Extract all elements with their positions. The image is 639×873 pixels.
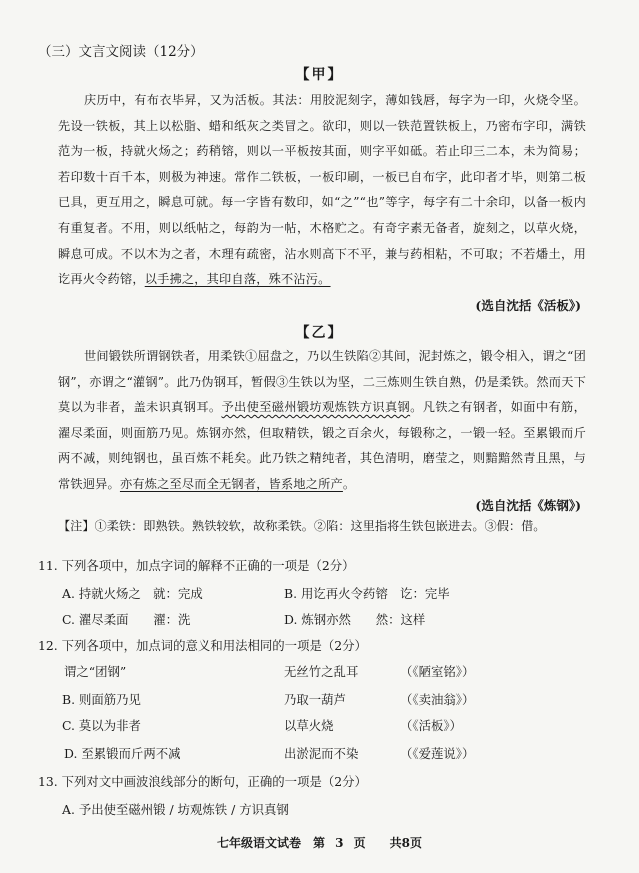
passage-jia-body: 庆历中，有布衣毕昇，又为活板。其法：用胶泥刻字，薄如钱唇，每字为一印，火烧令坚。先设一铁板，其上以松脂、蜡和纸灰之类冒之。欲印，则以一铁范置铁板上，乃密布字印，满铁范为一板，持就火炀之；药稍镕，则以一平板按其面，则字平如砥。若止印三二本，未为简易；若印数十百千本，则极为神速。常作二铁板，一板印刷，一板已自布字，此印者才毕，则第二板已具，更互用之，瞬息可就。每一字皆有数印，如“之”“也”等字，每字有二十余印，以备一板内有重复者。不用，则以纸帖之，每韵为一帖，木格贮之。有奇字素无备者，旋刻之，以草火烧，瞬息可成。不以木为之者，木理有疏密，沾水则高下不平，兼与药相粘，不可取；不若燔土，用讫再火令药镕， bbox=[58, 93, 586, 287]
page-footer: 七年级语文试卷 第 3 页 共8页 bbox=[216, 836, 423, 850]
passage-jia-heading: 【甲】 bbox=[295, 67, 344, 83]
question-12-row-d-left: D. 至累锻而斤两不减 bbox=[64, 746, 181, 761]
question-11-option-c: C. 濯尽柔面 濯：洗 bbox=[62, 612, 191, 627]
question-12-row-d-source: （《爱莲说》） bbox=[400, 746, 475, 761]
question-13-option-a: A. 予出使至磁州锻 / 坊观炼铁 / 方识真钢 bbox=[62, 802, 289, 817]
annotation-note: 【注】①柔铁：即熟铁。熟铁较软，故称柔铁。②陷：这里指将生铁包嵌进去。③假：借。 bbox=[58, 519, 546, 533]
passage-yi-end-mark: 。 bbox=[342, 476, 356, 491]
passage-yi-heading: 【乙】 bbox=[295, 325, 344, 341]
passage-yi-body: 世间锻铁所谓钢铁者，用柔铁①屈盘之，乃以生铁陷②其间，泥封炼之，锻令相入，谓之“团钢”，亦谓之“灌钢”。此乃伪钢耳，暂假③生铁以为坚，二三炼则生铁自熟，仍是柔铁。然而天下莫以为非者，盖未识真钢耳。 bbox=[58, 349, 586, 415]
question-12-row-c-right: 以草火烧 bbox=[284, 718, 334, 733]
question-12-row-c-left: C. 莫以为非者 bbox=[62, 718, 141, 733]
question-12-row-b-left: B. 则面筋乃见 bbox=[62, 692, 141, 707]
question-11-stem: 11. 下列各项中，加点字词的解释不正确的一项是（2分） bbox=[38, 558, 355, 573]
question-12-row-d-right: 出淤泥而不染 bbox=[284, 746, 359, 761]
question-11-option-d: D. 炼钢亦然 然：这样 bbox=[284, 612, 426, 627]
passage-yi-source: (选自沈括《炼钢》) bbox=[475, 498, 581, 513]
passage-yi bbox=[58, 344, 586, 498]
passage-yi-body-2: 。凡铁之有钢者，如面中有筋，濯尽柔面，则面筋乃见。炼钢亦然，但取精铁，锻之百余火，每锻称之，一锻一轻。至累锻而斤两不减，则纯钢也，虽百炼不耗矣。此乃铁之精纯者，其色清明，磨莹之，则黯黯然青且黑，与常铁迥异。 bbox=[58, 400, 586, 491]
passage-jia-text bbox=[58, 88, 586, 293]
question-12-row-c-source: （《活板》） bbox=[400, 718, 462, 733]
question-13-stem: 13. 下列对文中画波浪线部分的断句，正确的一项是（2分） bbox=[38, 774, 367, 789]
question-12-row-a-source: （《陋室铭》） bbox=[400, 664, 475, 679]
passage-jia-underlined: 以手拂之，其印自落，殊不沾污。 bbox=[144, 272, 331, 287]
section-title: （三）文言文阅读（12分） bbox=[38, 44, 204, 60]
question-11-option-b: B. 用讫再火令药镕 讫：完毕 bbox=[284, 586, 450, 601]
question-12-row-a-right: 无丝竹之乱耳 bbox=[284, 664, 359, 679]
passage-yi-text bbox=[58, 344, 586, 498]
question-12-row-b-source: （《卖油翁》） bbox=[400, 692, 475, 707]
question-11-option-a: A. 持就火炀之 就：完成 bbox=[62, 586, 203, 601]
passage-jia-source: (选自沈括《活板》) bbox=[475, 298, 581, 313]
question-12-stem: 12. 下列各项中，加点词的意义和用法相同的一项是（2分） bbox=[38, 638, 367, 653]
question-12-row-a-left: 谓之“团钢” bbox=[64, 664, 127, 679]
passage-yi-underlined: 亦有炼之至尽而全无钢者，皆系地之所产 bbox=[119, 476, 343, 491]
passage-yi-wavy-sentence: 予出使至磁州锻坊观炼铁方识真钢 bbox=[221, 400, 411, 415]
question-12-row-b-right: 乃取一葫芦 bbox=[284, 692, 346, 707]
passage-jia bbox=[58, 88, 586, 293]
